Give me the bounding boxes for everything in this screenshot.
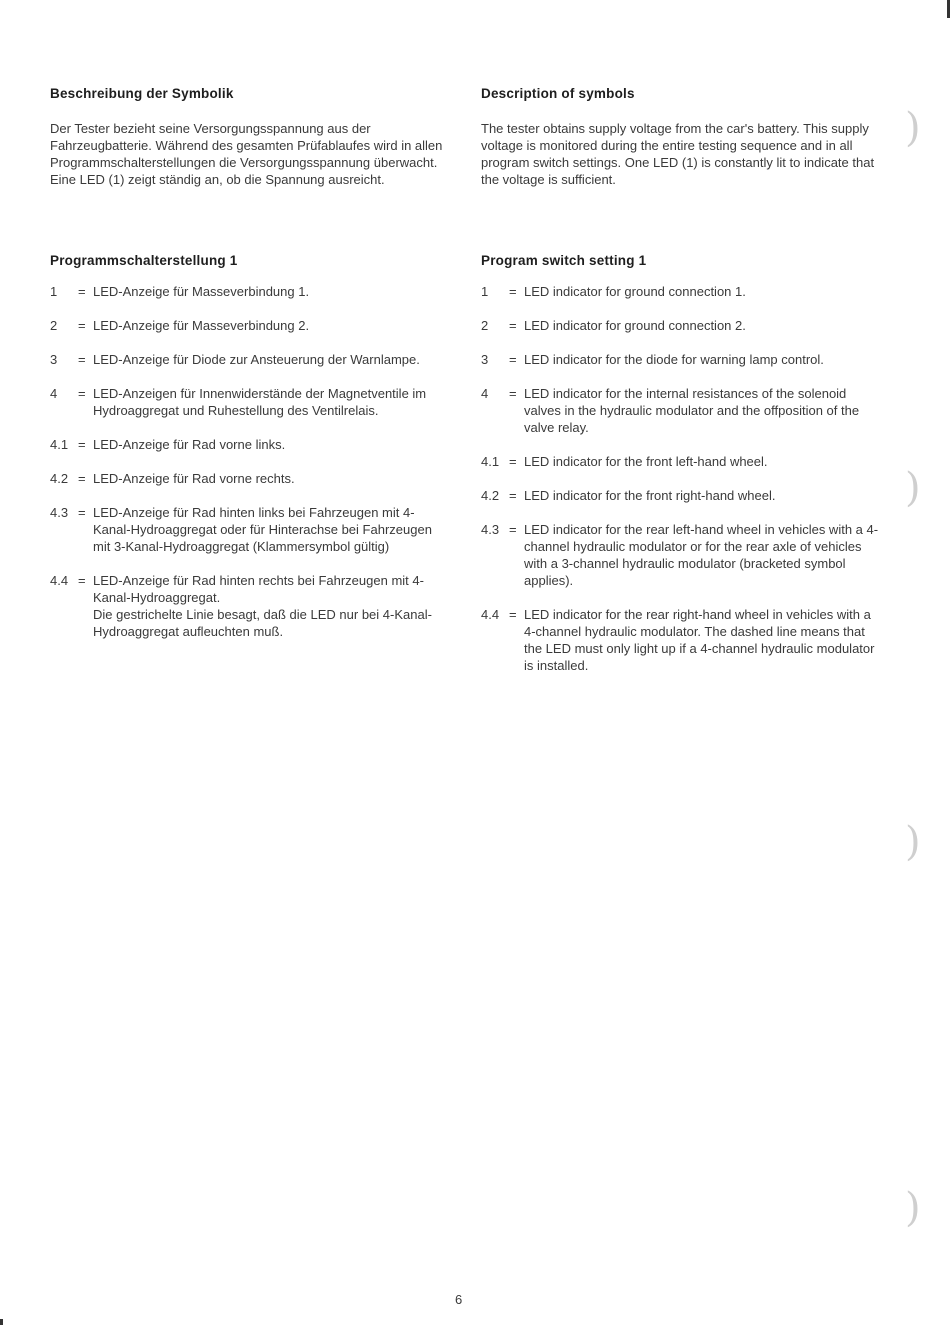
item-number: 4 <box>50 386 58 401</box>
equals-sign: = <box>509 522 517 537</box>
equals-sign: = <box>509 607 517 622</box>
item-number: 3 <box>481 352 489 367</box>
item-text: LED indicator for ground connection 2. <box>524 318 746 333</box>
item-text: LED-Anzeige für Masseverbindung 1. <box>93 284 310 299</box>
scan-mark-icon: ) <box>905 465 921 511</box>
equals-sign: = <box>509 318 517 333</box>
equals-sign: = <box>509 352 517 367</box>
equals-sign: = <box>78 318 86 333</box>
page-number: 6 <box>455 1292 463 1307</box>
list-item <box>50 436 445 453</box>
item-text: LED indicator for the internal resistances of the solenoid valves in the hydraulic modulator and the offposition of the valve relay. <box>524 386 860 435</box>
item-number: 3 <box>50 352 58 367</box>
item-number: 4.4 <box>50 573 69 588</box>
list-item <box>481 283 881 300</box>
item-text: LED indicator for the diode for warning lamp control. <box>524 352 824 367</box>
equals-sign: = <box>78 573 86 588</box>
german-heading-switch-setting: Programmschalterstellung 1 <box>50 253 238 268</box>
list-item <box>50 470 445 487</box>
equals-sign: = <box>78 352 86 367</box>
scan-edge-mark <box>0 1319 3 1325</box>
item-number: 4.1 <box>50 437 69 452</box>
equals-sign: = <box>78 284 86 299</box>
list-item <box>481 385 881 436</box>
list-item <box>481 487 881 504</box>
list-item <box>50 504 445 555</box>
scan-mark-icon: ) <box>905 819 921 865</box>
item-number: 4.2 <box>50 471 69 486</box>
english-heading-switch-setting: Program switch setting 1 <box>481 253 647 268</box>
item-number: 4 <box>481 386 489 401</box>
item-number: 1 <box>50 284 58 299</box>
scan-mark-icon: ) <box>905 105 921 151</box>
item-number: 4.1 <box>481 454 500 469</box>
list-item <box>50 572 445 640</box>
equals-sign: = <box>509 386 517 401</box>
german-item-list <box>50 283 445 640</box>
scan-mark-icon: ) <box>905 1185 921 1231</box>
equals-sign: = <box>509 488 517 503</box>
item-number: 1 <box>481 284 489 299</box>
list-item <box>50 283 445 300</box>
item-text-part: LED-Anzeige für Rad hinten rechts bei Fahrzeugen mit 4-Kanal-Hydroaggregat. <box>93 573 424 605</box>
equals-sign: = <box>78 437 86 452</box>
list-item <box>481 317 881 334</box>
item-text: LED-Anzeige für Rad vorne links. <box>93 437 286 452</box>
equals-sign: = <box>509 284 517 299</box>
item-text: LED indicator for the rear right-hand wheel in vehicles with a 4-channel hydraulic modulator. The dashed line means that the LED must only light up if a 4-channel hydraulic modulator is installed. <box>524 607 875 673</box>
german-heading-symbols: Beschreibung der Symbolik <box>50 86 234 101</box>
equals-sign: = <box>78 505 86 520</box>
list-item <box>50 385 445 419</box>
equals-sign: = <box>78 386 86 401</box>
english-heading-symbols: Description of symbols <box>481 86 635 101</box>
item-text: LED indicator for ground connection 1. <box>524 284 746 299</box>
item-text: LED indicator for the front right-hand wheel. <box>524 488 776 503</box>
list-item <box>481 606 881 674</box>
item-number: 2 <box>50 318 58 333</box>
list-item <box>50 317 445 334</box>
item-text-note: Die gestrichelte Linie besagt, daß die LED nur bei 4-Kanal-Hydroaggregat aufleuchten muß. <box>93 607 432 639</box>
item-number: 4.4 <box>481 607 500 622</box>
equals-sign: = <box>78 471 86 486</box>
item-number: 2 <box>481 318 489 333</box>
list-item <box>50 351 445 368</box>
list-item <box>481 453 881 470</box>
item-text: LED-Anzeige für Diode zur Ansteuerung der Warnlampe. <box>93 352 420 367</box>
item-text: LED indicator for the front left-hand wheel. <box>524 454 768 469</box>
item-text: LED-Anzeige für Rad vorne rechts. <box>93 471 295 486</box>
item-text: LED-Anzeige für Rad hinten links bei Fahrzeugen mit 4-Kanal-Hydroaggregat oder für Hinterachse bei Fahrzeugen mit 3-Kanal-Hydroaggregat (Klammersymbol gültig) <box>93 505 432 554</box>
item-text <box>93 572 445 640</box>
english-column <box>481 85 881 691</box>
item-number: 4.3 <box>481 522 500 537</box>
german-column <box>50 85 445 657</box>
list-item <box>481 521 881 589</box>
equals-sign: = <box>509 454 517 469</box>
item-number: 4.3 <box>50 505 69 520</box>
english-intro-paragraph: The tester obtains supply voltage from the car's battery. This supply voltage is monitored during the entire testing sequence and in all program switch settings. One LED (1) is constantly lit to indicate that the voltage is sufficient. <box>481 121 875 187</box>
list-item <box>481 351 881 368</box>
german-intro-paragraph: Der Tester bezieht seine Versorgungsspannung aus der Fahrzeugbatterie. Während des gesamten Prüfablaufes wird in allen Programmschalterstellungen die Versorgungsspannung überwacht. Eine LED (1) zeigt ständig an, ob die Spannung ausreicht. <box>50 121 443 187</box>
item-number: 4.2 <box>481 488 500 503</box>
english-item-list <box>481 283 881 674</box>
item-text: LED-Anzeigen für Innenwiderstände der Magnetventile im Hydroaggregat und Ruhestellung des Ventilrelais. <box>93 386 427 418</box>
item-text: LED-Anzeige für Masseverbindung 2. <box>93 318 310 333</box>
item-text: LED indicator for the rear left-hand wheel in vehicles with a 4-channel hydraulic modulator or for the rear axle of vehicles with a 3-channel hydraulic modulator (bracketed symbol applies). <box>524 522 879 588</box>
